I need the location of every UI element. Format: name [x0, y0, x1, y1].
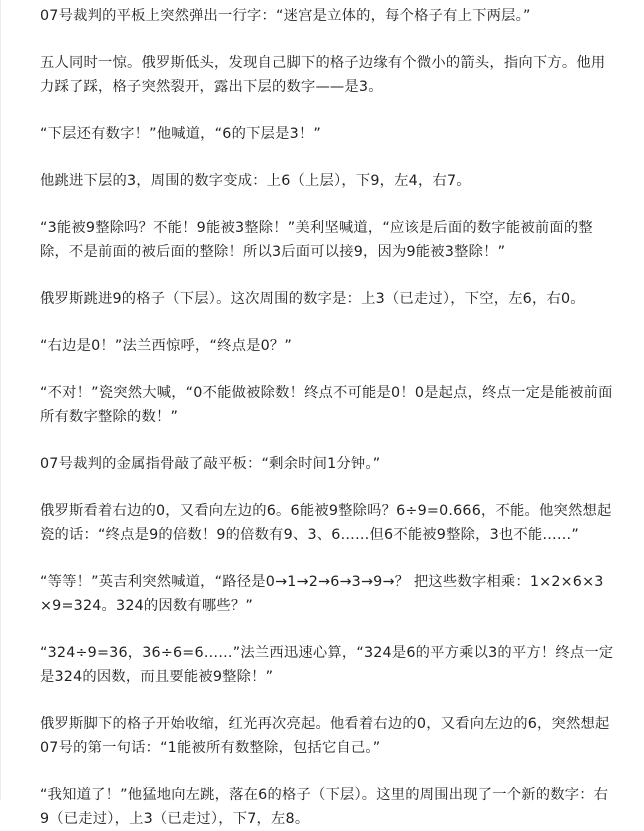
paragraph-13: 俄罗斯脚下的格子开始收缩，红光再次亮起。他看着右边的0，又看向左边的6，突然想起07号的第一句话：“1能被所有数整除，包括它自己。”: [40, 716, 610, 756]
paragraph-2: 五人同时一惊。俄罗斯低头，发现自己脚下的格子边缘有个微小的箭头，指向下方。他用力踩了踩，格子突然裂开，露出下层的数字——是3。: [40, 55, 606, 95]
paragraph-14: “我知道了！”他猛地向左跳，落在6的格子（下层）。这里的周围出现了一个新的数字：右9（已走过），上3（已走过），下7，左8。: [40, 787, 609, 827]
paragraph-9: 07号裁判的金属指骨敲了敲平板：“剩余时间1分钟。”: [40, 456, 381, 472]
paragraph-4: 他跳进下层的3，周围的数字变成：上6（上层），下9，左4，右7。: [40, 173, 471, 189]
article-body: [1, 0, 644, 831]
paragraph-6: 俄罗斯跳进9的格子（下层）。这次周围的数字是：上3（已走过），下空，左6，右0。: [40, 291, 585, 307]
paragraph-7: “右边是0！”法兰西惊呼，“终点是0？”: [40, 338, 292, 354]
paragraph-11: “等等！”英吉利突然喊道，“路径是0→1→2→6→3→9→？ 把这些数字相乘：1×2×6×3×9=324。324的因数有哪些？”: [40, 574, 604, 614]
paragraph-1: 07号裁判的平板上突然弹出一行字：“迷宫是立体的，每个格子有上下两层。”: [40, 8, 531, 24]
paragraph-8: “不对！”瓷突然大喊，“0不能做被除数！终点不可能是0！0是起点，终点一定是能被前面所有数字整除的数！”: [40, 385, 613, 425]
paragraph-10: 俄罗斯看着右边的0，又看向左边的6。6能被9整除吗？6÷9=0.666，不能。他突然想起瓷的话：“终点是9的倍数！9的倍数有9、3、6……但6不能被9整除，3也不能……”: [40, 503, 612, 543]
paragraph-3: “下层还有数字！”他喊道，“6的下层是3！”: [40, 126, 321, 142]
paragraph-12: “324÷9=36，36÷6=6……”法兰西迅速心算，“324是6的平方乘以3的平方！终点一定是324的因数，而且要能被9整除！”: [40, 645, 614, 685]
paragraph-5: “3能被9整除吗？不能！9能被3整除！”美利坚喊道，“应该是后面的数字能被前面的整除，不是前面的被后面的整除！所以3后面可以接9，因为9能被3整除！”: [40, 220, 593, 260]
